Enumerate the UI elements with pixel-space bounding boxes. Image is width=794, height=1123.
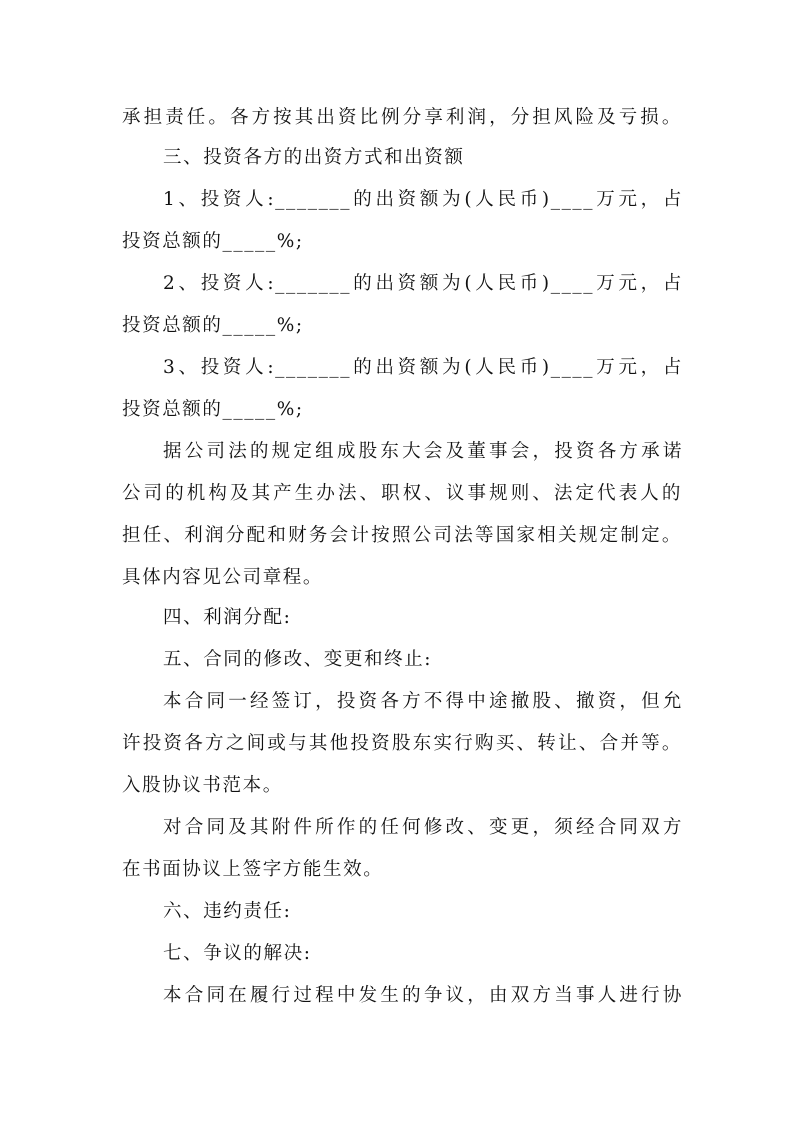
paragraph-line: 1、投资人:_______的出资额为(人民币)____万元，占 bbox=[163, 189, 683, 210]
paragraph-line: 公司的机构及其产生办法、职权、议事规则、法定代表人的 bbox=[122, 483, 682, 504]
section-heading-6: 六、违约责任: bbox=[163, 901, 292, 922]
paragraph-line: 在书面协议上签字方能生效。 bbox=[122, 859, 384, 880]
paragraph-line: 本合同一经签订，投资各方不得中途撤股、撤资，但允 bbox=[163, 691, 683, 712]
paragraph-line: 投资总额的_____%; bbox=[122, 399, 304, 420]
paragraph-line: 投资总额的_____%; bbox=[122, 231, 304, 252]
section-heading-3: 三、投资各方的出资方式和出资额 bbox=[163, 147, 465, 168]
paragraph-line: 3、投资人:_______的出资额为(人民币)____万元，占 bbox=[163, 357, 683, 378]
paragraph-line: 本合同在履行过程中发生的争议，由双方当事人进行协 bbox=[163, 985, 683, 1006]
section-heading-4: 四、利润分配: bbox=[163, 607, 292, 628]
paragraph-line: 投资总额的_____%; bbox=[122, 315, 304, 336]
paragraph-line: 担任、利润分配和财务会计按照公司法等国家相关规定制定。 bbox=[122, 525, 682, 546]
paragraph-line: 对合同及其附件所作的任何修改、变更，须经合同双方 bbox=[163, 817, 683, 838]
section-heading-7: 七、争议的解决: bbox=[163, 943, 312, 964]
paragraph-line: 具体内容见公司章程。 bbox=[122, 567, 324, 588]
paragraph-line: 2、投资人:_______的出资额为(人民币)____万元，占 bbox=[163, 273, 683, 294]
paragraph-line: 承担责任。各方按其出资比例分享利润，分担风险及亏损。 bbox=[122, 107, 682, 128]
paragraph-line: 据公司法的规定组成股东大会及董事会，投资各方承诺 bbox=[163, 441, 683, 462]
paragraph-line: 入股协议书范本。 bbox=[122, 775, 283, 796]
section-heading-5: 五、合同的修改、变更和终止: bbox=[163, 649, 433, 670]
paragraph-line: 许投资各方之间或与其他投资股东实行购买、转让、合并等。 bbox=[122, 733, 682, 754]
